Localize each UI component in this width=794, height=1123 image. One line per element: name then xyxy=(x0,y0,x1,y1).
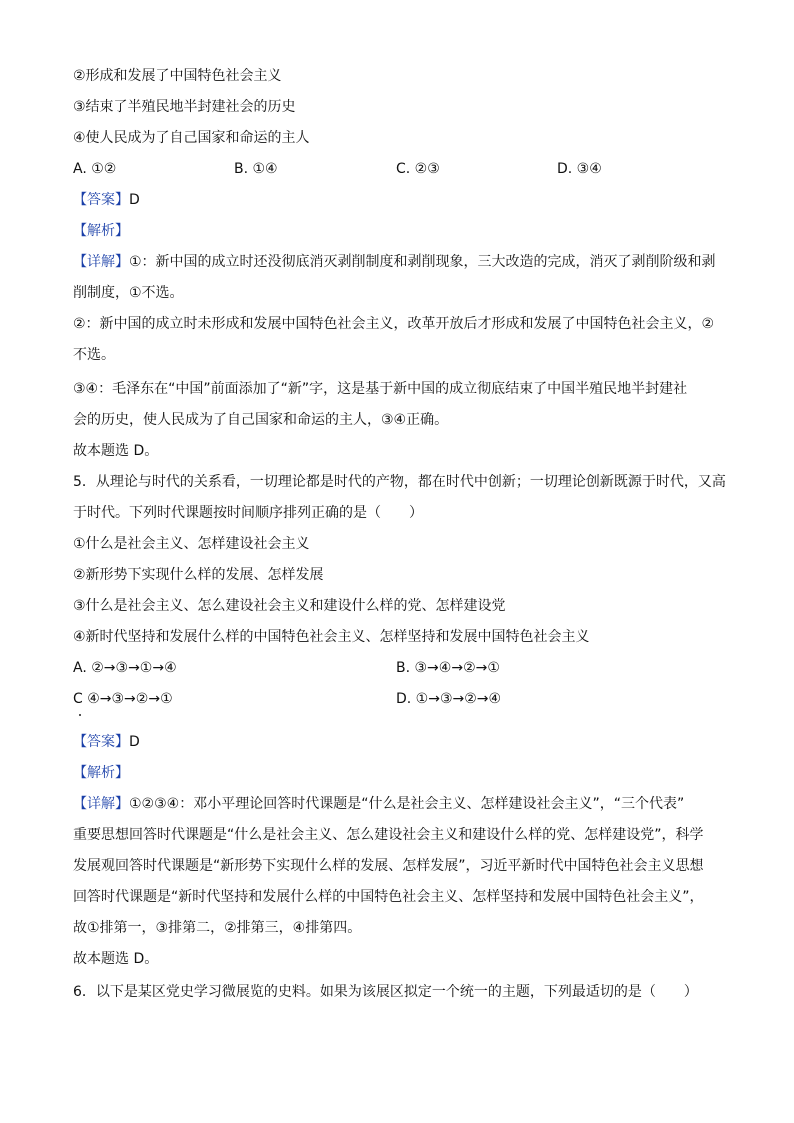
q4-conclusion: 故本题选 D。 xyxy=(73,443,159,459)
q5-item-2: ②新形势下实现什么样的发展、怎样发展 xyxy=(73,567,324,583)
q5-conclusion: 故本题选 D。 xyxy=(73,951,159,967)
q4-analysis-tag: 【解析】 xyxy=(73,223,129,239)
q4-option-b: B. ①④ xyxy=(234,161,278,177)
q5-item-3: ③什么是社会主义、怎么建设社会主义和建设什么样的党、怎样建设党 xyxy=(73,598,506,614)
answer-value: D xyxy=(129,734,140,750)
q5-answer xyxy=(73,732,140,752)
q4-detail-line-2: 削制度，①不选。 xyxy=(73,285,184,301)
q5-option-d: D. ①→③→②→④ xyxy=(396,691,502,707)
q4-option-c: C. ②③ xyxy=(396,161,440,177)
detail-text: ①：新中国的成立时还没彻底消灭剥削制度和剥削现象，三大改造的完成，消灭了剥削阶级和剥 xyxy=(129,254,716,270)
q4-item-4: ④使人民成为了自己国家和命运的主人 xyxy=(73,130,310,146)
q5-item-1: ①什么是社会主义、怎样建设社会主义 xyxy=(73,536,310,552)
q5-stem-line-1: 5．从理论与时代的关系看，一切理论都是时代的产物，都在时代中创新；一切理论创新既源于时代，又高 xyxy=(73,474,726,490)
q5-option-a: A. ②→③→①→④ xyxy=(73,660,177,676)
stray-dot xyxy=(79,714,81,716)
q4-item-2: ②形成和发展了中国特色社会主义 xyxy=(73,68,282,84)
q5-option-c: C ④→③→②→① xyxy=(73,691,173,707)
q4-detail-line-6: 会的历史，使人民成为了自己国家和命运的主人，③④正确。 xyxy=(73,412,449,428)
q5-analysis-tag: 【解析】 xyxy=(73,765,129,781)
detail-tag: 【详解】 xyxy=(73,254,129,270)
q4-detail-line-5: ③④：毛泽东在“中国”前面添加了“新”字，这是基于新中国的成立彻底结束了中国半殖民地半封建社 xyxy=(73,381,688,397)
q4-item-3: ③结束了半殖民地半封建社会的历史 xyxy=(73,99,296,115)
q6-stem: 6．以下是某区党史学习微展览的史料。如果为该展区拟定一个统一的主题，下列最适切的是（ ） xyxy=(73,984,698,1000)
q5-detail-line-1 xyxy=(73,794,684,814)
q4-option-a: A. ①② xyxy=(73,161,117,177)
q4-answer xyxy=(73,190,140,210)
q4-detail-line-4: 不选。 xyxy=(73,347,115,363)
q5-item-4: ④新时代坚持和发展什么样的中国特色社会主义、怎样坚持和发展中国特色社会主义 xyxy=(73,629,590,645)
q4-detail-line-3: ②：新中国的成立时未形成和发展中国特色社会主义，改革开放后才形成和发展了中国特色社会主义，② xyxy=(73,316,715,332)
detail-text: ①②③④：邓小平理论回答时代课题是“什么是社会主义、怎样建设社会主义”，“三个代表” xyxy=(129,796,685,812)
answer-tag: 【答案】 xyxy=(73,734,129,750)
q5-detail-line-3: 发展观回答时代课题是“新形势下实现什么样的发展、怎样发展”，习近平新时代中国特色社会主义思想 xyxy=(73,858,704,874)
q5-detail-line-2: 重要思想回答时代课题是“什么是社会主义、怎么建设社会主义和建设什么样的党、怎样建设党”，科学 xyxy=(73,827,704,843)
q4-option-d: D. ③④ xyxy=(557,161,602,177)
q4-detail-line-1 xyxy=(73,252,716,272)
answer-value: D xyxy=(129,192,140,208)
q5-option-b: B. ③→④→②→① xyxy=(396,660,500,676)
q5-stem-line-2: 于时代。下列时代课题按时间顺序排列正确的是（ ） xyxy=(73,505,423,521)
q5-detail-line-4: 回答时代课题是“新时代坚持和发展什么样的中国特色社会主义、怎样坚持和发展中国特色社会主义”， xyxy=(73,889,704,905)
answer-tag: 【答案】 xyxy=(73,192,129,208)
detail-tag: 【详解】 xyxy=(73,796,129,812)
q5-detail-line-5: 故①排第一，③排第二，②排第三，④排第四。 xyxy=(73,920,362,936)
